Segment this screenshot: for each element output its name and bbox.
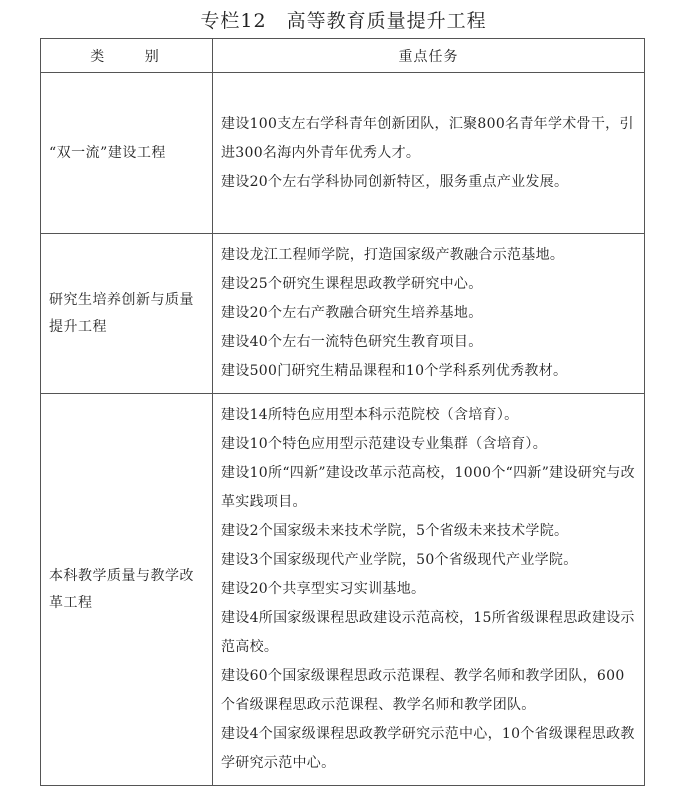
task-item: 建设40个左右一流特色研究生教育项目。 bbox=[221, 334, 483, 350]
row-category: 本科教学质量与教学改革工程 bbox=[41, 394, 213, 786]
task-item: 建设100支左右学科青年创新团队，汇聚800名青年学术骨干，引进300名海内外青年优秀人才。 bbox=[221, 115, 634, 161]
row-tasks bbox=[213, 234, 645, 394]
header-category: 类 别 bbox=[41, 39, 213, 73]
task-item: 建设4所国家级课程思政建设示范高校，15所省级课程思政建设示范高校。 bbox=[221, 610, 635, 655]
task-item: 建设3个国家级现代产业学院，50个省级现代产业学院。 bbox=[221, 552, 578, 568]
task-item: 建设60个国家级课程思政示范课程、教学名师和教学团队，600个省级课程思政示范课程、教学名师和教学团队。 bbox=[221, 668, 625, 713]
task-item: 建设龙江工程师学院，打造国家级产教融合示范基地。 bbox=[221, 247, 565, 263]
tasks-table bbox=[40, 38, 645, 786]
task-item: 建设14所特色应用型本科示范院校（含培育）。 bbox=[221, 407, 519, 423]
task-item: 建设10所“四新”建设改革示范高校，1000个“四新”建设研究与改革实践项目。 bbox=[221, 465, 635, 510]
table-header-row bbox=[41, 39, 645, 73]
task-item: 建设20个共享型实习实训基地。 bbox=[221, 581, 426, 597]
row-category: 研究生培养创新与质量提升工程 bbox=[41, 234, 213, 394]
column-title: 高等教育质量提升工程 bbox=[286, 10, 487, 32]
page-title bbox=[0, 6, 687, 33]
task-item: 建设20个左右产教融合研究生培养基地。 bbox=[221, 305, 483, 321]
task-item: 建设2个国家级未来技术学院，5个省级未来技术学院。 bbox=[221, 523, 569, 539]
task-item: 建设500门研究生精品课程和10个学科系列优秀教材。 bbox=[221, 363, 568, 379]
table-row bbox=[41, 394, 645, 786]
task-item: 建设10个特色应用型示范建设专业集群（含培育）。 bbox=[221, 436, 548, 452]
table-row bbox=[41, 73, 645, 234]
task-item: 建设4个国家级课程思政教学研究示范中心，10个省级课程思政教学研究示范中心。 bbox=[221, 726, 635, 771]
task-item: 建设20个左右学科协同创新特区，服务重点产业发展。 bbox=[221, 173, 569, 190]
table-row bbox=[41, 234, 645, 394]
header-tasks: 重点任务 bbox=[213, 39, 645, 73]
column-number: 专栏12 bbox=[200, 10, 267, 32]
task-item: 建设25个研究生课程思政教学研究中心。 bbox=[221, 276, 483, 292]
row-tasks bbox=[213, 394, 645, 786]
row-tasks bbox=[213, 73, 645, 234]
row-category: “双一流”建设工程 bbox=[41, 73, 213, 234]
